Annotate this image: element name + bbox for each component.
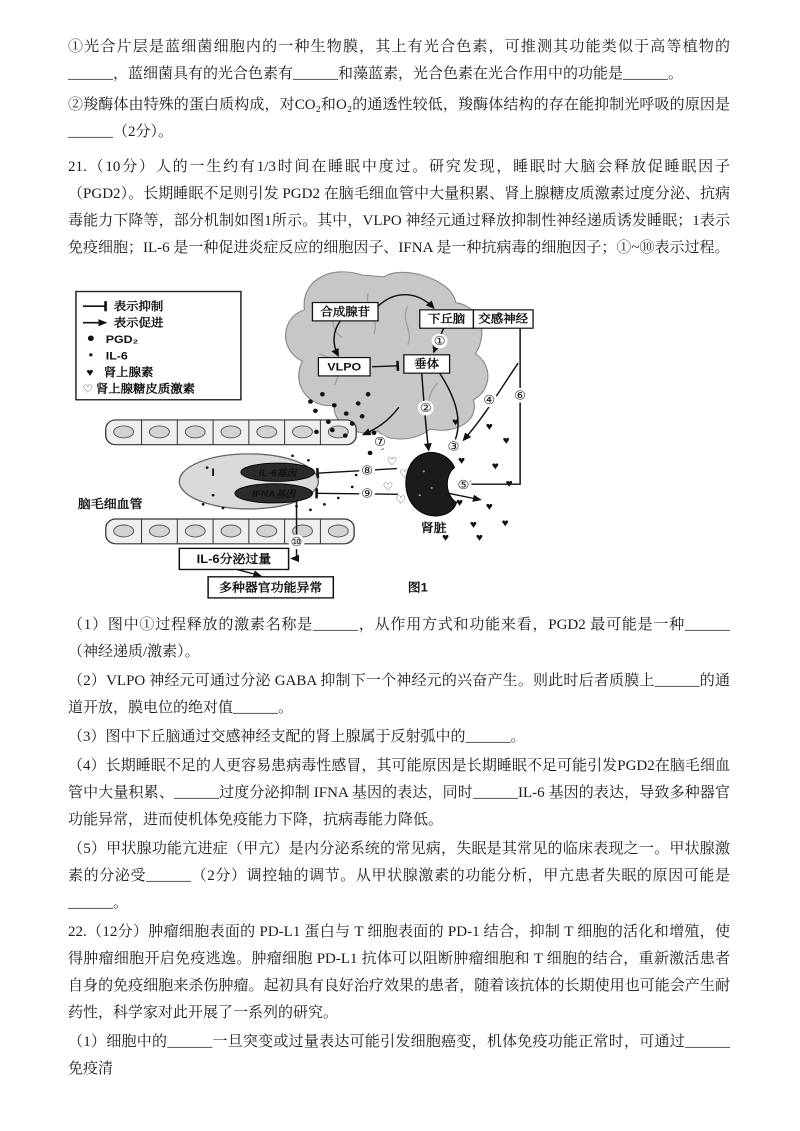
legend-promote-label: 表示促进 (113, 315, 164, 330)
adrenaline-heart-icon: ♥ (502, 435, 510, 447)
immune-cell (179, 454, 318, 509)
q22-intro: 22.（12分）肿瘤细胞表面的 PD-L1 蛋白与 T 细胞表面的 PD-1 结合，抑制 T 细胞的活化和增殖，使得肿瘤细胞开启免疫逃逸。肿瘤细胞 PD-L1 抗体可以阻断肿瘤细胞和 T 细胞的结合，重新激活患者自身的免疫细胞来杀伤肿瘤。起初具有良好治疗效果的患者，随着该抗体的长期使用也可能会产生耐药性，科学家对此开展了一系列的研究。 (68, 924, 730, 1021)
adrenaline-heart-icon: ♥ (485, 501, 493, 513)
kidney-shape (406, 452, 457, 516)
glucocorticoid-heart-icon: ♡ (395, 494, 407, 507)
vlpo-label: VLPO (327, 359, 362, 374)
legend-glucocorticoid-label: 肾上腺糖皮质激素 (95, 381, 196, 396)
legend-il6-label: IL-6 (105, 348, 128, 363)
adrenaline-heart-icon: ♥ (86, 367, 94, 379)
legend-pgd2-label: PGD₂ (105, 332, 139, 346)
glucocorticoid-ifna-inhibit-9 (316, 493, 397, 494)
il6-dot-icon (89, 353, 92, 356)
adrenaline-heart-icon: ♥ (501, 517, 509, 530)
process-6: ⑥ (514, 387, 527, 403)
process-4: ④ (483, 392, 496, 407)
q21-sub1: （1）图中①过程释放的激素名称是______，从作用方式和功能来看，PGD2 最可能是一种______（神经递质/激素）。 (68, 617, 730, 660)
figure-1 (68, 264, 730, 608)
adrenaline-release-arrow-5 (449, 493, 481, 499)
adrenaline-heart-icon: ♥ (475, 532, 483, 544)
figure-outcome (179, 548, 428, 598)
sympathetic-label: 交感神经 (478, 312, 529, 326)
process-5: ⑤ (457, 477, 470, 493)
figure-legend (76, 292, 241, 400)
adenosine-label: 合成腺苷 (320, 304, 371, 319)
adrenaline-heart-icon: ♥ (457, 455, 466, 467)
adrenaline-heart-icon: ♥ (485, 421, 493, 433)
legend-adrenaline-label: 肾上腺素 (103, 365, 154, 379)
ifna-gene-label: IFNA基因 (252, 489, 296, 500)
process-2: ② (419, 400, 432, 416)
process-7: ⑦ (374, 434, 387, 449)
q21-intro: 21.（10分）人的一生约有1/3时间在睡眠中度过。研究发现，睡眠时大脑会释放促睡眠因子（PGD2）。长期睡眠不足则引发 PGD2 在脑毛细血管中大量积累、肾上腺糖皮质激素过度分泌、抗病毒能力下降等，部分机制如图1所示。其中，VLPO 神经元通过释放抑制性神经递质诱发睡眠；1表示免疫细胞；IL-6 是一种促进炎症反应的细胞因子、IFNA 是一种抗病毒的细胞因子；①~⑩表示过程。 (68, 159, 730, 256)
q21-sub4: （4）长期睡眠不足的人更容易患病毒性感冒，其可能原因是长期睡眠不足可能引发PGD2在脑毛细血管中大量积累、______过度分泌抑制 IFNA 基因的表达，同时______IL-6 基因的表达，导致多种器官功能异常，进而使机体免疫能力下降，抗病毒能力降低。 (68, 758, 730, 828)
process-3: ③ (447, 439, 460, 454)
organ-dysfunction-label: 多种器官功能异常 (219, 580, 323, 595)
figure-caption: 图1 (407, 580, 428, 595)
process-8: ⑧ (361, 463, 374, 478)
kidney-label: 肾脏 (420, 521, 447, 535)
adrenaline-heart-icon: ♥ (491, 460, 499, 473)
adrenaline-heart-icon: ♥ (442, 532, 450, 544)
q22-sub1: （1）细胞中的______一旦突变或过量表达可能引发细胞癌变，机体免疫功能正常时，可通过______免疫清 (68, 1034, 730, 1077)
glucocorticoid-il6-inhibit-8 (317, 469, 396, 474)
organ-dysfunction-arrow (237, 569, 261, 575)
il6-oversecretion-label: IL-6分泌过量 (196, 552, 272, 566)
process-1: ① (433, 333, 446, 349)
adrenaline-heart-icon: ♥ (451, 416, 460, 429)
glucocorticoid-heart-icon: ♡ (386, 456, 398, 468)
vlpo-pituitary-inhibit (372, 366, 398, 367)
glucocorticoid-heart-icon: ♡ (382, 481, 394, 494)
capillary-label: 脑毛细血管 (77, 497, 143, 511)
immune-cell-label: I (211, 465, 215, 479)
q21-sub5: （5）甲状腺功能亢进症（甲亢）是内分泌系统的常见病，失眠是其常见的临床表现之一。甲状腺激素的分泌受______（2分）调控轴的调节。从甲状腺激素的功能分析，甲亢患者失眠的原因可能是______。 (68, 841, 730, 911)
q20-photosynthesis-item2: ②羧酶体由特殊的蛋白质构成，对CO₂和O₂的通透性较低，羧酶体结构的存在能抑制光呼吸的原因是______（2分）。 (68, 97, 730, 140)
il6-gene-label: IL-6基因 (258, 468, 297, 479)
process-10: ⑩ (290, 534, 303, 549)
adrenaline-heart-icon: ♥ (469, 519, 477, 532)
glucocorticoid-heart-icon: ♡ (399, 469, 411, 481)
figure-1-diagram (68, 264, 540, 608)
process-9: ⑨ (361, 485, 374, 501)
adrenaline-heart-icon: ♥ (505, 478, 513, 490)
adrenaline-heart-icon: ♥ (455, 497, 464, 510)
capillary-row-bottom (106, 519, 354, 544)
hypothalamus-label: 下丘脑 (427, 312, 466, 326)
pituitary-label: 垂体 (414, 357, 440, 371)
legend-inhibit-label: 表示抑制 (113, 299, 164, 313)
q20-photosynthesis-item1: ①光合片层是蓝细菌细胞内的一种生物膜，其上有光合色素，可推测其功能类似于高等植物的______，蓝细菌具有的光合色素有______和藻蓝素，光合色素在光合作用中的功能是______。 (68, 39, 730, 82)
pgd2-dot-icon (88, 336, 94, 342)
q21-sub3: （3）图中下丘脑通过交感神经支配的肾上腺属于反射弧中的______。 (68, 729, 526, 745)
glucocorticoid-heart-icon: ♡ (82, 383, 94, 396)
q21-sub2: （2）VLPO 神经元可通过分泌 GABA 抑制下一个神经元的兴奋产生。则此时后者质膜上______的通道开放，膜电位的绝对值______。 (68, 673, 730, 716)
